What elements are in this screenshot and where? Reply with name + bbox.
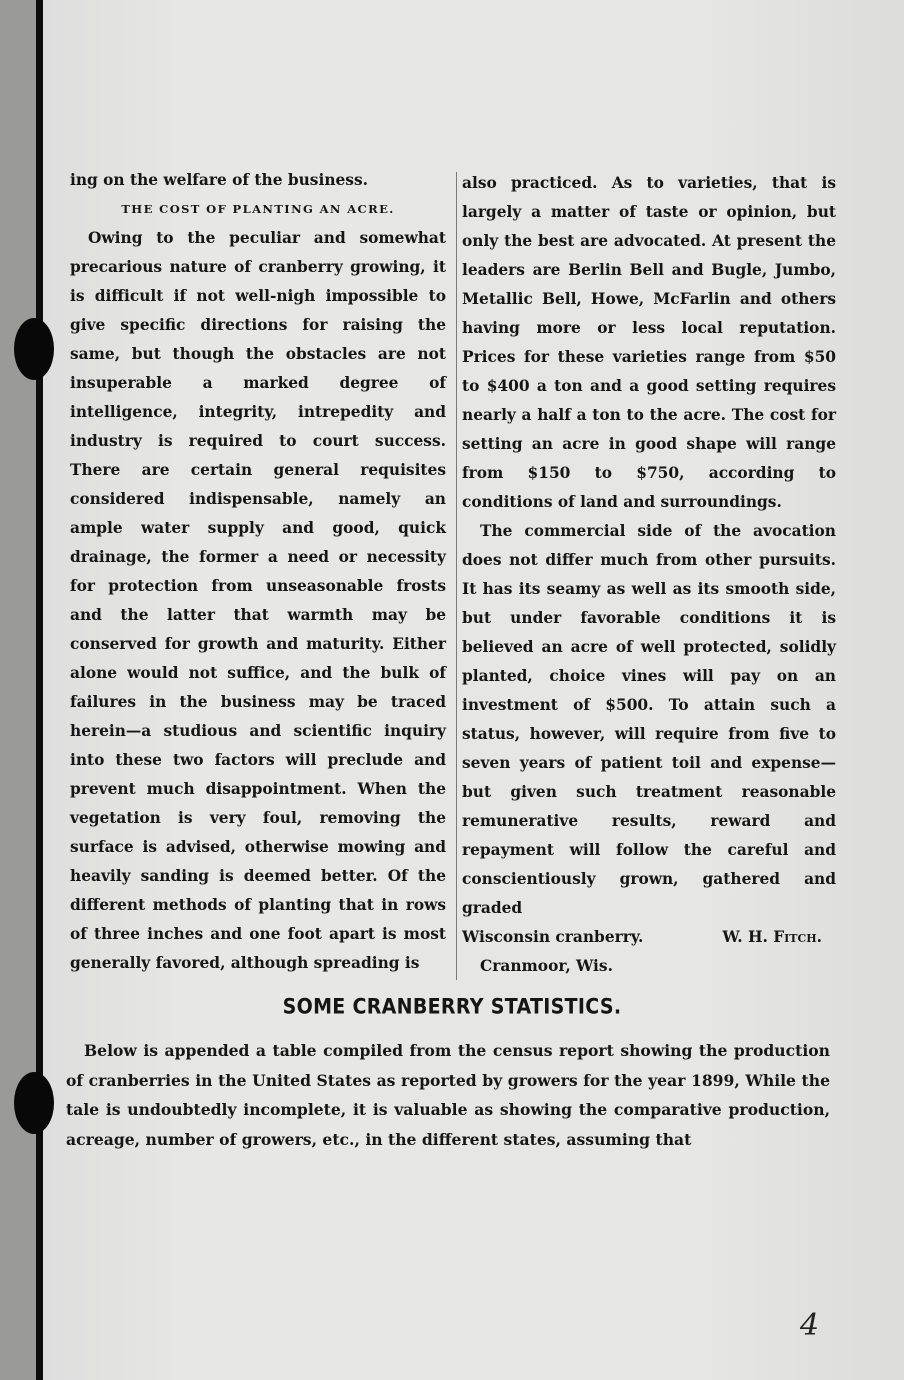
- page-number: 4: [800, 1308, 820, 1343]
- continued-text: ing on the welfare of the business.: [70, 171, 368, 189]
- punch-hole: [14, 318, 54, 380]
- body-paragraph: The commercial side of the avocation does not differ much from other pursuits. It has its seamy as well as its smooth side, but under favorable conditions it is believed an acre of well protected, solidly planted, choice vines will pay on an investment of $500. To attain such a status, however, will require from five to seven years of patient toil and expense—but given such treatment reasonable remunerative results, reward and repayment will follow the careful and conscientiously grown, gathered and graded: [462, 522, 836, 917]
- right-column: [462, 169, 836, 981]
- binding-shadow: [0, 0, 36, 1380]
- author-location: Cranmoor, Wis.: [480, 957, 613, 975]
- section-title: SOME CRANBERRY STATISTICS.: [282, 994, 622, 1020]
- signature-line: [462, 923, 836, 952]
- body-paragraph: Owing to the peculiar and somewhat precarious nature of cranberry growing, it is difficult if not well-nigh impossible to give specific directions for raising the same, but though the obstacles are not insuperable a marked degree of intelligence, integrity, intrepedity and industry is required to court success. There are certain general requisites considered indispensable, namely an ample water supply and good, quick drainage, the former a need or necessity for protection from unseasonable frosts and the latter that warmth may be conserved for growth and maturity. Either alone would not suffice, and the bulk of failures in the business may be traced herein—a studious and scientific inquiry into these two factors will preclude and prevent much disappointment. When the vegetation is very foul, removing the surface is advised, otherwise mowing and heavily sanding is deemed better. Of the different methods of planting that in rows of three inches and one foot apart is most generally favored, although spreading is: [70, 229, 446, 972]
- body-paragraph: Below is appended a table compiled from the census report showing the production of cranberries in the United States as reported by growers for the year 1899, While the tale is undoubtedly incomplete, it is valuable as showing the comparative production, acreage, number of growers, etc., in the different states, assuming that: [66, 1041, 830, 1149]
- body-paragraph: also practiced. As to varieties, that is largely a matter of taste or opinion, but only the best are advocated. At present the leaders are Berlin Bell and Bugle, Jumbo, Metallic Bell, Howe, McFarlin and others having more or less local reputation. Prices for these varieties range from $50 to $400 a ton and a good setting requires nearly a half a ton to the acre. The cost for setting an acre in good shape will range from $150 to $750, according to conditions of land and surroundings.: [462, 174, 836, 511]
- binding-edge: [36, 0, 43, 1380]
- punch-hole: [14, 1072, 54, 1134]
- signature-text: Wisconsin cranberry.: [462, 928, 644, 946]
- statistics-section: [66, 1036, 830, 1154]
- section-subheading: THE COST OF PLANTING AN ACRE.: [121, 202, 395, 216]
- author-name: W. H. Fitch.: [722, 928, 822, 946]
- column-divider: [456, 172, 457, 980]
- left-column: [70, 166, 446, 978]
